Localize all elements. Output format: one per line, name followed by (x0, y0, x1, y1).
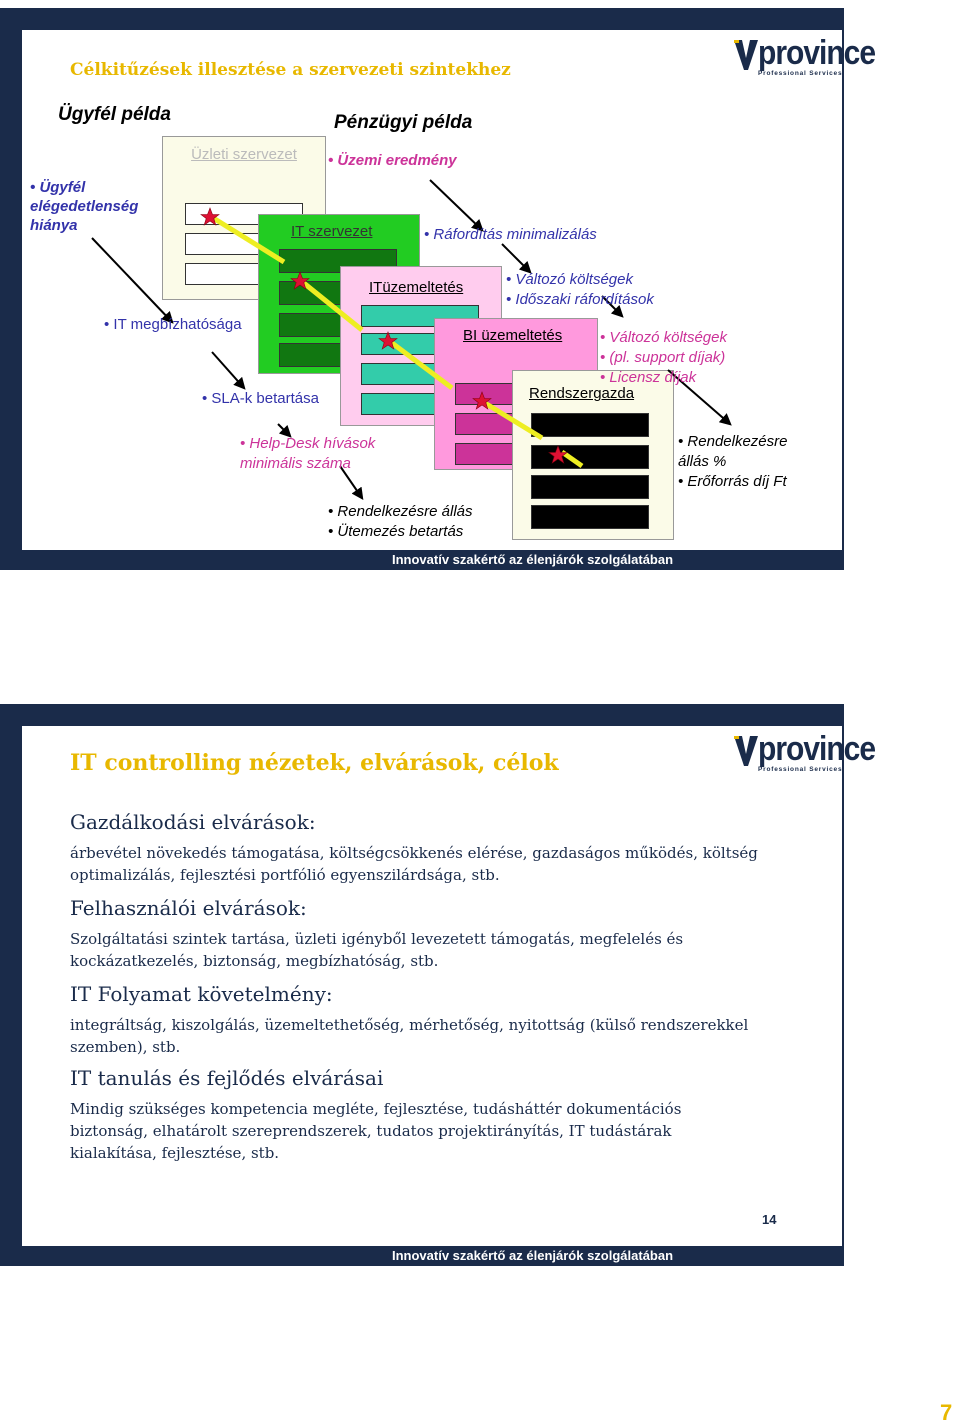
section-heading-learning: IT tanulás és fejlődés elvárásai (70, 1066, 384, 1090)
it-org-label: IT szervezet (291, 223, 373, 240)
document-page-number: 7 (940, 1400, 953, 1425)
footer-text: Innovatív szakértő az élenjárók szolgálatában (392, 1248, 674, 1263)
sysadmin-label: Rendszergazda (529, 385, 635, 402)
slide-title: Célkitűzések illesztése a szervezeti szintekhez (70, 60, 511, 80)
section-heading-finance: Gazdálkodási elvárások: (70, 810, 316, 834)
logo-wordmark: province (758, 34, 876, 72)
logo-wordmark: province (758, 730, 876, 768)
cost-minimization-label: • Ráfordítás minimalizálás (424, 226, 597, 243)
logo-subtitle: Professional Services (758, 70, 843, 77)
bi-ops-label: BI üzemeltetés (463, 327, 563, 344)
business-org-label: Üzleti szervezet (191, 146, 297, 163)
operating-result-label: • Üzemi eredmény (328, 152, 457, 169)
section-text-process: integráltság, kiszolgálás, üzemeltethetőség, mérhetőség, nyitottság (külső rendszerekkel szemben), stb. (70, 1016, 749, 1056)
variable-costs-label: • Változó költségek • Időszaki ráfordítások (506, 271, 654, 308)
slide-title: IT controlling nézetek, elvárások, célok (70, 750, 559, 776)
sla-label: • SLA-k betartása (202, 390, 319, 407)
it-ops-label: ITüzemeltetés (369, 279, 464, 296)
section-text-finance: árbevétel növekedés támogatása, költségcsökkenés elérése, gazdaságos működés, költség optimalizálás, fejlesztési portfólió egyenszilárdsága, stb. (70, 844, 758, 884)
helpdesk-label: • Help-Desk hívások minimális száma (240, 435, 376, 472)
finance-example-heading: Pénzügyi példa (334, 112, 473, 133)
logo-v-icon (734, 736, 758, 766)
section-text-user: Szolgáltatási szintek tartása, üzleti igényből levezetett támogatás, megfelelés és kockázatkezelés, biztonság, megbízhatóság, stb. (70, 930, 684, 970)
availability-label: • Rendelkezésre állás • Ütemezés betartás (328, 503, 473, 540)
slide-it-controlling (0, 704, 876, 1266)
client-dissatisfaction-label: • Ügyfél elégedetlenség hiánya (30, 179, 139, 234)
footer-text: Innovatív szakértő az élenjárók szolgálatában (392, 552, 674, 567)
slide-footer (22, 550, 842, 570)
section-heading-user: Felhasználói elvárások: (70, 896, 307, 920)
availability-pct-label: • Rendelkezésre állás % • Erőforrás díj Ft (678, 433, 788, 490)
slide-page-number: 14 (762, 1212, 777, 1227)
it-reliability-label: • IT megbízhatósága (104, 316, 242, 333)
support-fees-label: • Változó költségek • (pl. support díjak) • Licensz díjak (600, 329, 727, 386)
slide-objectives (0, 8, 876, 570)
section-text-learning: Mindig szükséges kompetencia megléte, fejlesztése, tudásháttér dokumentációs biztonság, elhatárolt szereprendszerek, tudatos projektirányítás, IT tudástárak kialakítása, fejlesztése, stb. (70, 1100, 682, 1162)
client-example-heading: Ügyfél példa (58, 104, 171, 125)
logo-subtitle: Professional Services (758, 766, 843, 773)
slide-footer (22, 1246, 842, 1266)
province-logo (734, 730, 876, 778)
section-heading-process: IT Folyamat követelmény: (70, 982, 333, 1006)
